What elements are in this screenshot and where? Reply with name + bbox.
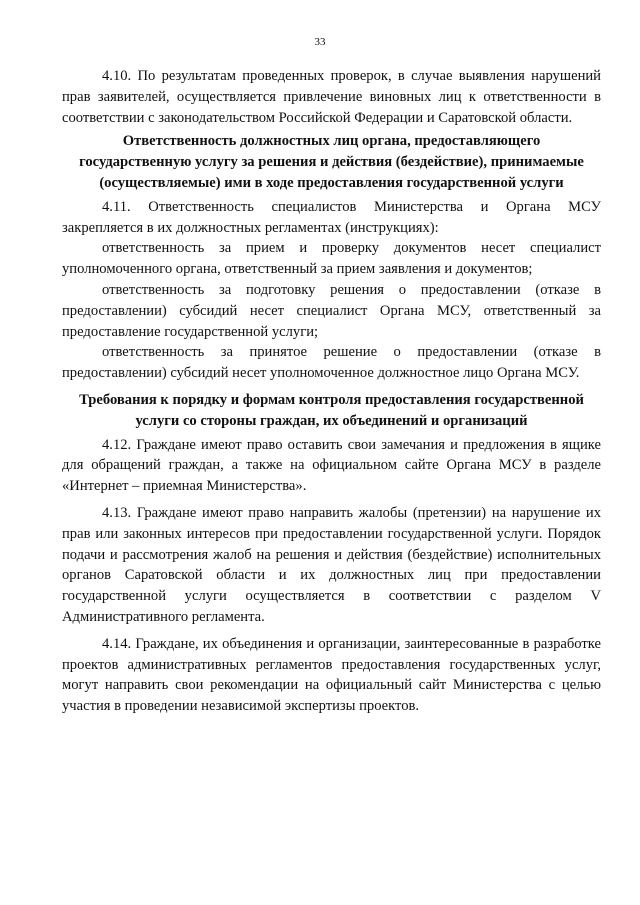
paragraph-responsibility-preparation: ответственность за подготовку решения о предоставлении (отказе в предоставлении) субсидий несет специалист Органа МСУ, ответственный за предоставление государственной услуги; — [62, 281, 601, 340]
paragraph-4-13: 4.13. Граждане имеют право направить жалобы (претензии) на нарушение их прав или законных интересов при предоставлении государственной услуги. Порядок подачи и рассмотрения жалоб на решения и действия (бездействие) исполнительных органов Саратовской области и их должностных лиц при предоставлении государственной услуги осуществляется в соответствии с разделом V Административного регламента. — [62, 504, 601, 625]
section-heading-responsibility: Ответственность должностных лиц органа, предоставляющего государственную услугу за решения и действия (бездействие), принимаемые (осуществляемые) ими в ходе предоставления государственной услуги — [79, 133, 584, 191]
paragraph-4-12: 4.12. Граждане имеют право оставить свои замечания и предложения в ящике для обращений граждан, а также на официальном сайте Органа МСУ в разделе «Интернет – приемная Министерства». — [62, 436, 601, 495]
document-body — [62, 66, 601, 717]
paragraph-4-10: 4.10. По результатам проведенных проверок, в случае выявления нарушений прав заявителей, осуществляется привлечение виновных лиц к ответственности в соответствии с законодательством Российской Федерации и Саратовской области. — [62, 68, 601, 126]
paragraph-4-14: 4.14. Граждане, их объединения и организации, заинтересованные в разработке проектов административных регламентов предоставления государственных услуг, могут направить свои рекомендации на официальный сайт Министерства с целью участия в проведении независимой экспертизы проектов. — [62, 635, 601, 715]
paragraph-responsibility-reception: ответственность за прием и проверку документов несет специалист уполномоченного органа, ответственный за прием заявления и документов; — [62, 240, 601, 278]
paragraph-responsibility-decision: ответственность за принятое решение о предоставлении (отказе в предоставлении) субсидий несет уполномоченное должностное лицо Органа МСУ. — [62, 344, 601, 382]
paragraph-4-11: 4.11. Ответственность специалистов Министерства и Органа МСУ закрепляется в их должностных регламентах (инструкциях): — [62, 198, 601, 236]
section-heading-control-requirements: Требования к порядку и формам контроля предоставления государственной услуги со стороны граждан, их объединений и организаций — [79, 391, 584, 429]
page-number: 33 — [314, 36, 326, 48]
